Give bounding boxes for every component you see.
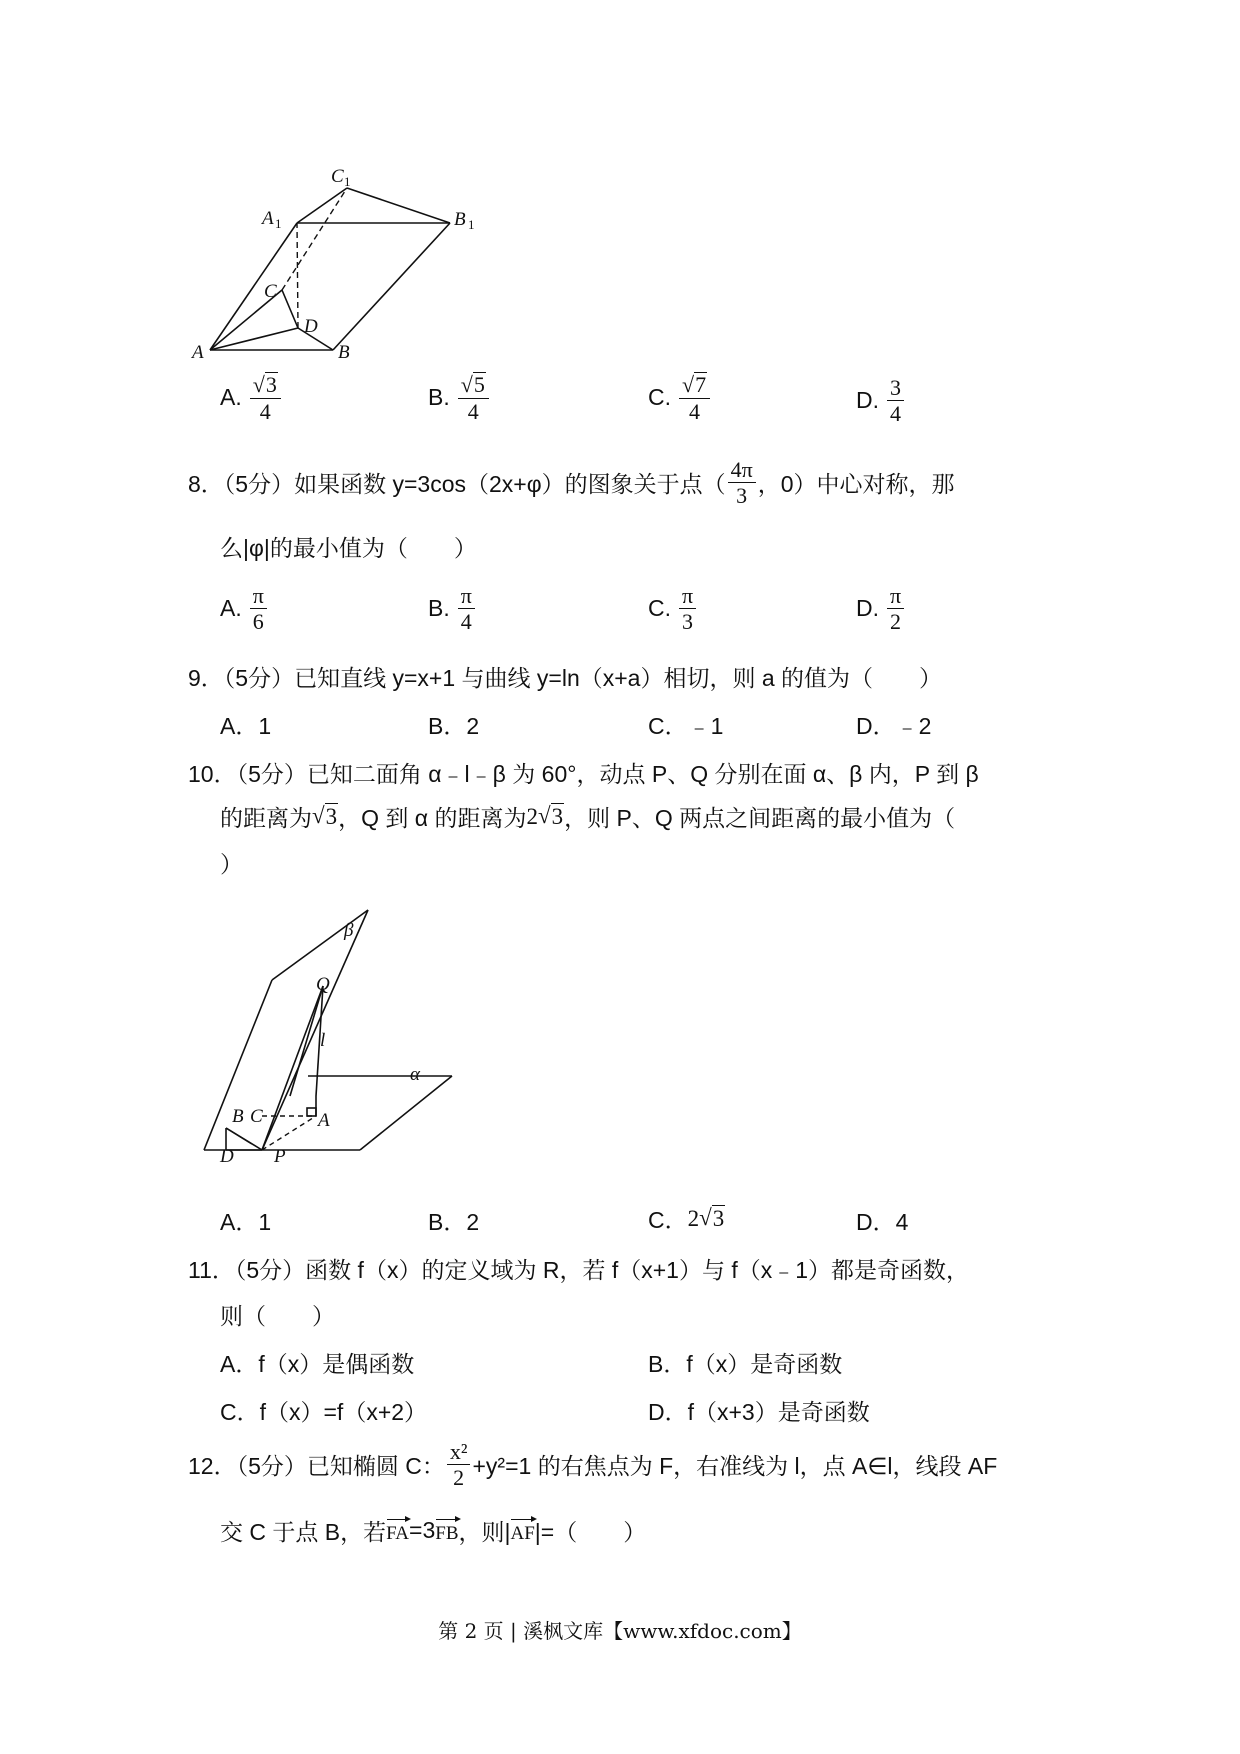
label-b1: B [454,209,466,230]
q9-stem: 9．（5分）已知直线 y=x+1 与曲线 y=ln（x+a）相切，则 a 的值为（ ） [188,665,943,691]
q10-option-d: D．4 [856,1209,909,1235]
svg-text:1: 1 [344,174,351,189]
q9-option-d: D．﹣2 [856,713,932,739]
q7-option-d: D. $\frac{3}{4}$ [856,376,904,425]
q10-stem-line2: 的距离为 √ 3 ，Q 到 α 的距离为 2 √ 3 ，则 P、Q 两点之间距离的最小值为（ [220,803,956,831]
q11-option-d: D．f（x+3）是奇函数 [648,1399,870,1425]
label-d: D [220,1146,234,1165]
label-a: A [192,342,204,360]
q7-option-b: B. √ 5 4 [428,372,489,423]
vector-af: AF [510,1517,534,1545]
label-c1: C [331,166,344,187]
q11-stem-line2: 则（ ） [220,1303,335,1329]
q10-option-a: A．1 [220,1209,272,1235]
label-alpha: α [410,1064,420,1085]
label-b: B [338,342,350,360]
dihedral-figure [190,900,470,1165]
q7-option-c: C. √ 7 4 [648,372,710,423]
q9-option-c: C．﹣1 [648,713,724,739]
label-a1: A [262,208,274,229]
label-l: l [320,1030,326,1051]
q8-option-a: A. $\frac{\pi}{6}$ [220,584,267,633]
svg-text:1: 1 [468,217,475,232]
q7-option-a: A. √ 3 4 [220,372,281,423]
label-c: C [264,281,277,302]
prism-figure [180,160,480,360]
q8-option-d: D. $\frac{\pi}{2}$ [856,584,904,633]
label-p: P [274,1146,286,1165]
label-b: B [232,1106,244,1127]
q10-option-c: C． 2 √ 3 [648,1205,725,1233]
label-c: C [250,1106,263,1127]
q11-option-c: C．f（x）=f（x+2） [220,1399,428,1425]
q12-stem-line1: 12．（5分）已知椭圆 C： $\frac{\text{x²}}{2}$ +y²=1 的右焦点为 F，右准线为 l，点 A∈l，线段 AF [188,1439,998,1491]
q11-option-a: A．f（x）是偶函数 [220,1351,415,1377]
label-q: Q [316,974,330,995]
q10-stem-line3: ） [220,851,243,877]
q8-option-c: C. $\frac{\pi}{3}$ [648,584,696,633]
q9-option-b: B．2 [428,713,480,739]
vector-fb: FB [435,1517,458,1545]
label-beta: β [344,920,354,941]
q11-stem-line1: 11．（5分）函数 f（x）的定义域为 R，若 f（x+1）与 f（x﹣1）都是奇函数， [188,1257,970,1283]
q10-stem-line1: 10．（5分）已知二面角 α﹣l﹣β 为 60°，动点 P、Q 分别在面 α、β 内，P 到 β [188,761,979,787]
q9-option-a: A．1 [220,713,272,739]
q8-stem-line1: 8．（5分）如果函数 y=3cos（2x+φ）的图象关于点（ $\frac{4\pi}{3}$ ，0）中心对称，那 [188,457,955,509]
q10-option-b: B．2 [428,1209,480,1235]
label-d: D [304,316,318,337]
page-footer: 第 2 页 | 溪枫文库【www.xfdoc.com】 [438,1619,802,1643]
svg-text:1: 1 [275,216,282,231]
q11-option-b: B．f（x）是奇函数 [648,1351,843,1377]
q12-stem-line2: 交 C 于点 B，若 FA =3 FB ，则| AF |=（ ） [220,1517,647,1545]
q8-stem-line2: 么|φ|的最小值为（ ） [220,535,477,561]
q8-option-b: B. $\frac{\pi}{4}$ [428,584,475,633]
vector-fa: FA [386,1517,409,1545]
label-a: A [318,1110,330,1131]
